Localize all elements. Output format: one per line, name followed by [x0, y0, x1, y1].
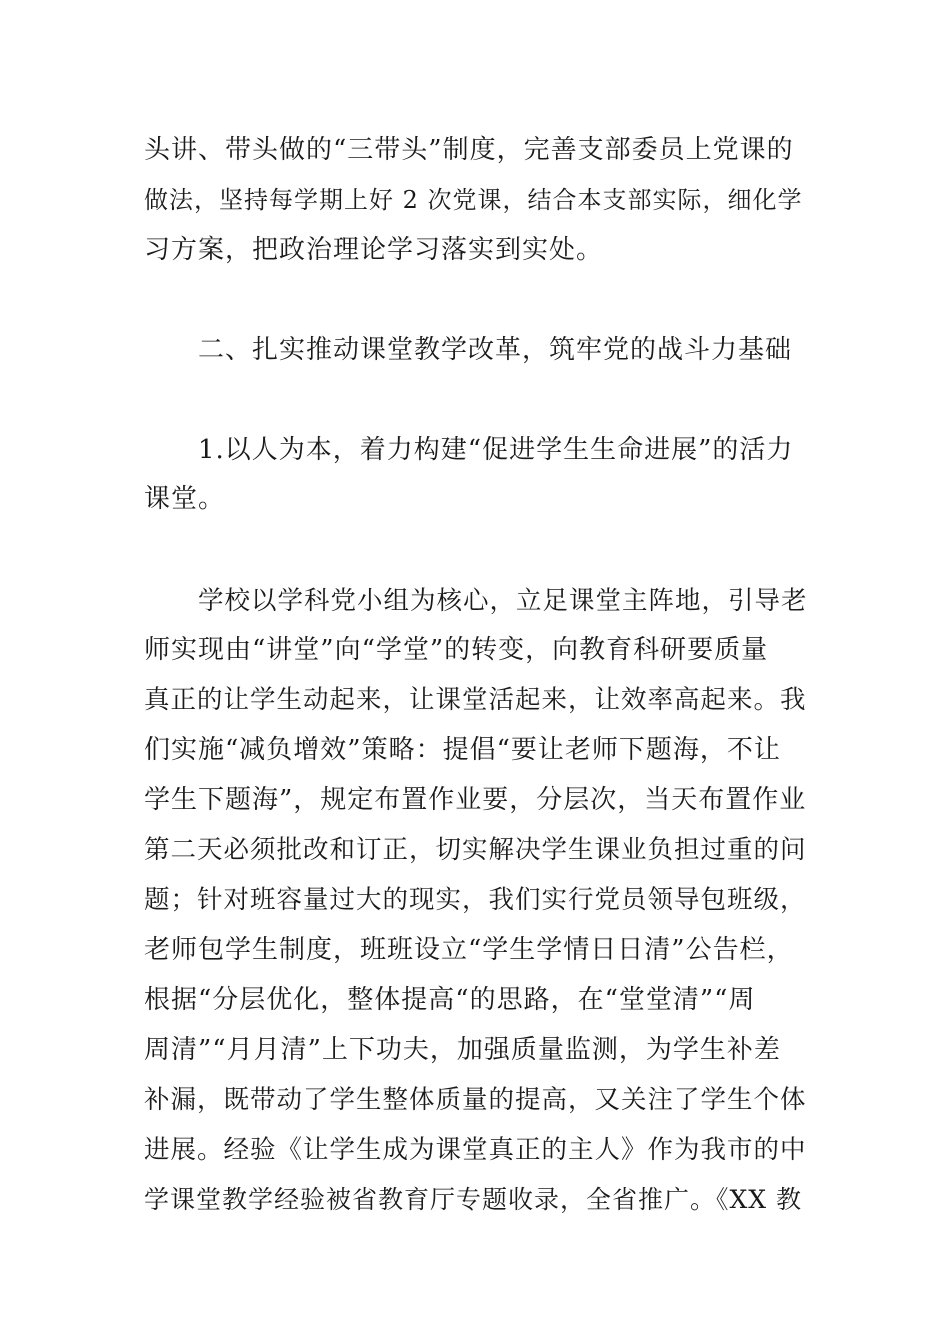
- section-heading: 二、扎实推动课堂教学改革，筑牢党的战斗力基础: [198, 335, 793, 365]
- text-line: 老师包学生制度，班班设立“学生学情日日清”公告栏，: [144, 935, 794, 965]
- text-line: 根据“分层优化，整体提高“的思路，在“堂堂清”“周: [144, 985, 756, 1015]
- text-line: 周清”“月月清”上下功夫，加强质量监测，为学生补差: [144, 1035, 781, 1065]
- text-line: 习方案，把政治理论学习落实到实处。: [144, 235, 604, 265]
- text-line: 补漏，既带动了学生整体质量的提高，又关注了学生个体: [144, 1085, 807, 1115]
- text-line: 题；针对班容量过大的现实，我们实行党员领导包班级，: [144, 885, 807, 915]
- text-line: 学课堂教学经验被省教育厅专题收录，全省推广。《XX 教: [144, 1185, 803, 1214]
- text-line: 真正的让学生动起来，让课堂活起来，让效率高起来。我: [144, 685, 807, 715]
- text-line: 课堂。: [144, 484, 226, 514]
- text-line: 第二天必须批改和订正，切实解决学生课业负担过重的问: [144, 835, 807, 865]
- text-line: 头讲、带头做的“三带头”制度，完善支部委员上党课的: [144, 135, 794, 165]
- text-line: 学校以学科党小组为核心，立足课堂主阵地，引导老: [198, 586, 808, 616]
- text-line: 做法，坚持每学期上好 2 次党课，结合本支部实际，细化学: [144, 186, 803, 214]
- text-line: 学生下题海”，规定布置作业要，分层次，当天布置作业: [144, 785, 807, 815]
- text-line: 们实施“减负增效”策略：提倡“要让老师下题海，不让: [144, 735, 781, 765]
- text-line: 进展。经验《让学生成为课堂真正的主人》作为我市的中: [144, 1135, 807, 1165]
- text-line: 师实现由“讲堂”向“学堂”的转变，向教育科研要质量: [144, 635, 769, 665]
- subsection-heading: 1.以人为本，着力构建“促进学生生命进展”的活力: [198, 435, 794, 465]
